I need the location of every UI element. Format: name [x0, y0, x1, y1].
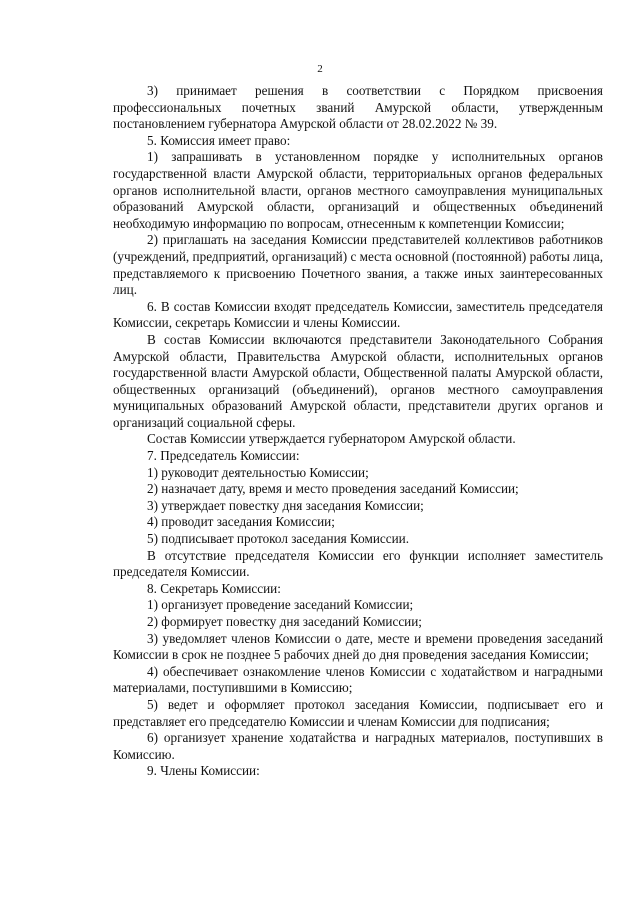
paragraph-secretary-duty-4: 4) обеспечивает ознакомление членов Комиссии с ходатайством и наградными материалами, поступившими в Комиссию;: [113, 663, 603, 696]
paragraph-secretary-duty-2: 2) формирует повестку дня заседаний Комиссии;: [147, 614, 422, 629]
paragraph-chairman-duty-1: 1) руководит деятельностью Комиссии;: [147, 464, 369, 480]
paragraph-invite-representatives: 2) приглашать на заседания Комиссии представителей коллективов работников (учреждений, предприятий, организаций) с места основной (постоянной) работы лица, представляемого к присвоению Почетного звания, а также иных заинтересованных лиц.: [113, 232, 603, 298]
document-body: [113, 83, 603, 780]
paragraph-decisions: 3) принимает решения в соответствии с Порядком присвоения профессиональных почетных званий Амурской области, утвержденным постановлением губернатора Амурской области от 28.02.2022 № 39.: [113, 83, 603, 132]
paragraph-request-information: 1) запрашивать в установленном порядке у исполнительных органов государственной власти Амурской области, территориальных органов федеральных органов исполнительной власти, органов местного самоуправления муниципальных образований Амурской области, организаций и общественных объединений необходимую информацию по вопросам, отнесенным к компетенции Комиссии;: [113, 149, 603, 231]
paragraph-commission-composition: 6. В состав Комиссии входят председатель Комиссии, заместитель председателя Комиссии, секретарь Комиссии и члены Комиссии.: [113, 298, 603, 331]
paragraph-secretary-heading: 8. Секретарь Комиссии:: [147, 580, 281, 596]
paragraph-chairman-duty-5: 5) подписывает протокол заседания Комиссии.: [147, 531, 409, 547]
paragraph-secretary-duty-5: 5) ведет и оформляет протокол заседания Комиссии, подписывает его и представляет его председателю Комиссии и членам Комиссии для подписания;: [113, 696, 603, 729]
paragraph-chairman-duty-4: 4) проводит заседания Комиссии;: [147, 514, 335, 530]
paragraph-composition-approval: Состав Комиссии утверждается губернатором Амурской области.: [147, 431, 516, 447]
paragraph-secretary-duty-6: 6) организует хранение ходатайства и наградных материалов, поступивших в Комиссию.: [113, 730, 603, 762]
paragraph-chairman-duty-3: 3) утверждает повестку дня заседания Комиссии;: [147, 497, 424, 513]
paragraph-chairman-heading: 7. Председатель Комиссии:: [147, 448, 300, 464]
paragraph-chairman-absence: В отсутствие председателя Комиссии его функции исполняет заместитель председателя Комиссии.: [113, 547, 603, 580]
paragraph-secretary-duty-3: 3) уведомляет членов Комиссии о дате, месте и времени проведения заседаний Комиссии в срок не позднее 5 рабочих дней до дня проведения заседания Комиссии;: [113, 630, 603, 663]
paragraph-secretary-duty-1: 1) организует проведение заседаний Комиссии;: [147, 597, 414, 613]
paragraph-chairman-duty-2: 2) назначает дату, время и место проведения заседаний Комиссии;: [147, 481, 519, 497]
paragraph-commission-members-included: В состав Комиссии включаются представители Законодательного Собрания Амурской области, Правительства Амурской области, исполнительных органов государственной власти Амурской области, Общественной палаты Амурской области, общественных организаций (объединений), органов местного самоуправления муниципальных образований Амурской области, представители других органов и организаций социальной сферы.: [113, 331, 603, 430]
page-number: 2: [317, 63, 323, 75]
paragraph-members-heading: 9. Члены Комиссии:: [147, 763, 260, 779]
paragraph-commission-rights-heading: 5. Комиссия имеет право:: [147, 132, 291, 148]
